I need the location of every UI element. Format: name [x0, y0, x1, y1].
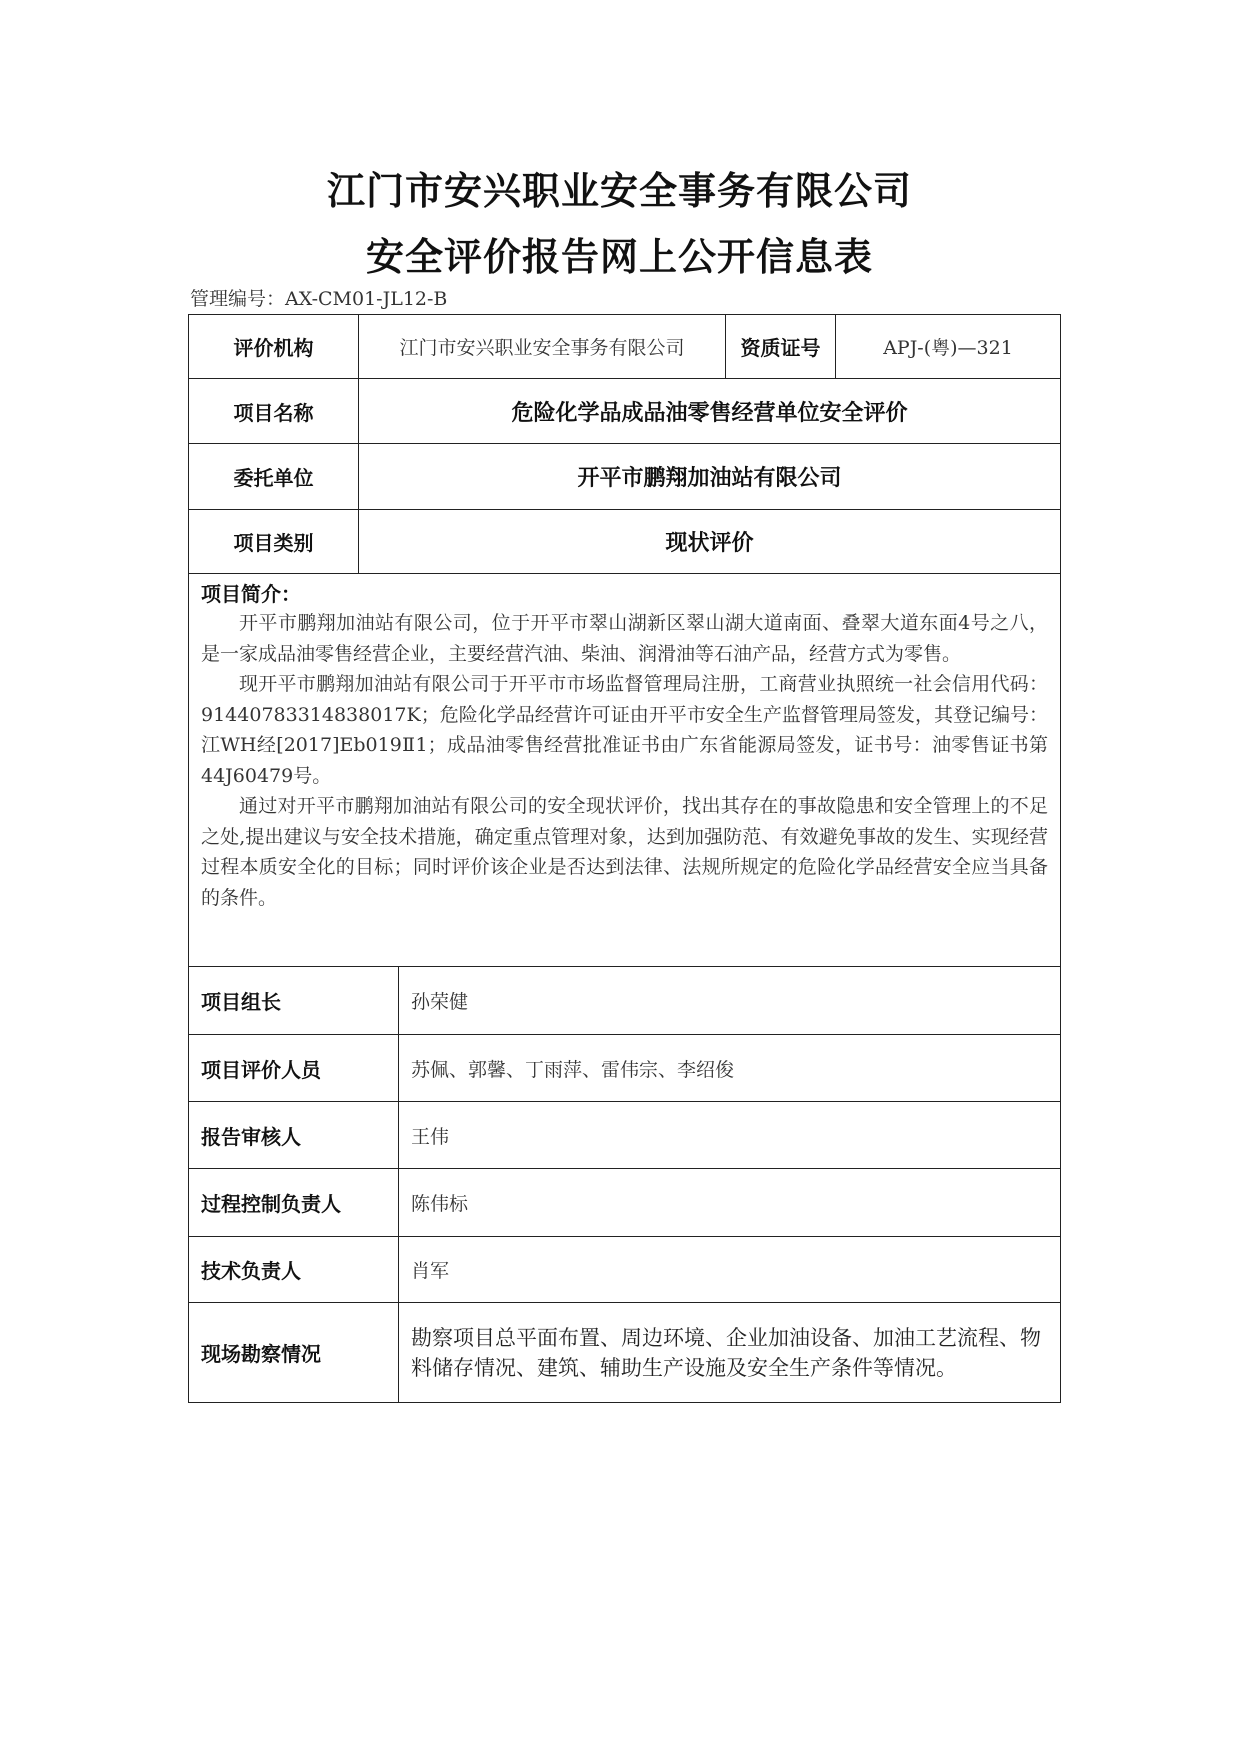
- cert-label: 资质证号: [726, 315, 836, 379]
- table-row: [189, 967, 1061, 1035]
- table-row: [189, 379, 1061, 444]
- tech-lead-label: 技术负责人: [189, 1237, 399, 1303]
- table-row: [189, 444, 1061, 510]
- table-row: [189, 1169, 1061, 1237]
- site-survey-label: 现场勘察情况: [189, 1303, 399, 1403]
- table-row: [189, 1035, 1061, 1102]
- client-label: 委托单位: [189, 444, 359, 510]
- evaluators-label: 项目评价人员: [189, 1035, 399, 1102]
- management-number: 管理编号：AX-CM01-JL12-B: [190, 288, 448, 310]
- table-row: [189, 1102, 1061, 1169]
- document-subtitle: 安全评价报告网上公开信息表: [365, 235, 873, 279]
- table-row: [189, 315, 1061, 379]
- leader-value: 孙荣健: [399, 967, 1061, 1035]
- org-label: 评价机构: [189, 315, 359, 379]
- intro-paragraph: 开平市鹏翔加油站有限公司，位于开平市翠山湖新区翠山湖大道南面、叠翠大道东面4号之八，是一家成品油零售经营企业，主要经营汽油、柴油、润滑油等石油产品，经营方式为零售。: [201, 612, 1049, 665]
- evaluators-value: 苏佩、郭馨、丁雨萍、雷伟宗、李绍俊: [399, 1035, 1061, 1102]
- intro-paragraph: 通过对开平市鹏翔加油站有限公司的安全现状评价，找出其存在的事故隐患和安全管理上的不足之处,提出建议与安全技术措施，确定重点管理对象，达到加强防范、有效避免事故的发生、实现经营过程本质安全化的目标；同时评价该企业是否达到法律、法规所规定的危险化学品经营安全应当具备的条件。: [201, 795, 1049, 909]
- process-control-value: 陈伟标: [399, 1169, 1061, 1237]
- reviewer-value: 王伟: [399, 1102, 1061, 1169]
- leader-label: 项目组长: [189, 967, 399, 1035]
- site-survey-value: 勘察项目总平面布置、周边环境、企业加油设备、加油工艺流程、物料储存情况、建筑、辅助生产设施及安全生产条件等情况。: [399, 1303, 1061, 1403]
- table-row: [189, 1303, 1061, 1403]
- intro-heading: 项目简介：: [201, 582, 301, 606]
- tech-lead-value: 肖军: [399, 1237, 1061, 1303]
- org-value: 江门市安兴职业安全事务有限公司: [359, 315, 726, 379]
- document-title: 江门市安兴职业安全事务有限公司: [326, 169, 912, 213]
- table-row: [189, 510, 1061, 574]
- category-label: 项目类别: [189, 510, 359, 574]
- reviewer-label: 报告审核人: [189, 1102, 399, 1169]
- table-row: [189, 574, 1061, 967]
- client-value: 开平市鹏翔加油站有限公司: [359, 444, 1061, 510]
- process-control-label: 过程控制负责人: [189, 1169, 399, 1237]
- info-table: [188, 314, 1061, 1403]
- project-name-label: 项目名称: [189, 379, 359, 444]
- table-row: [189, 1237, 1061, 1303]
- category-value: 现状评价: [359, 510, 1061, 574]
- cert-value: APJ-(粤)—321: [836, 315, 1061, 379]
- project-name-value: 危险化学品成品油零售经营单位安全评价: [359, 379, 1061, 444]
- project-intro: [189, 574, 1061, 967]
- intro-paragraph: 现开平市鹏翔加油站有限公司于开平市市场监督管理局注册，工商营业执照统一社会信用代码：91440783314838017K；危险化学品经营许可证由开平市安全生产监督管理局签发，其登记编号：江WH经[2017]Eb019Ⅱ1；成品油零售经营批准证书由广东省能源局签发，证书号：油零售证书第44J60479号。: [201, 673, 1049, 787]
